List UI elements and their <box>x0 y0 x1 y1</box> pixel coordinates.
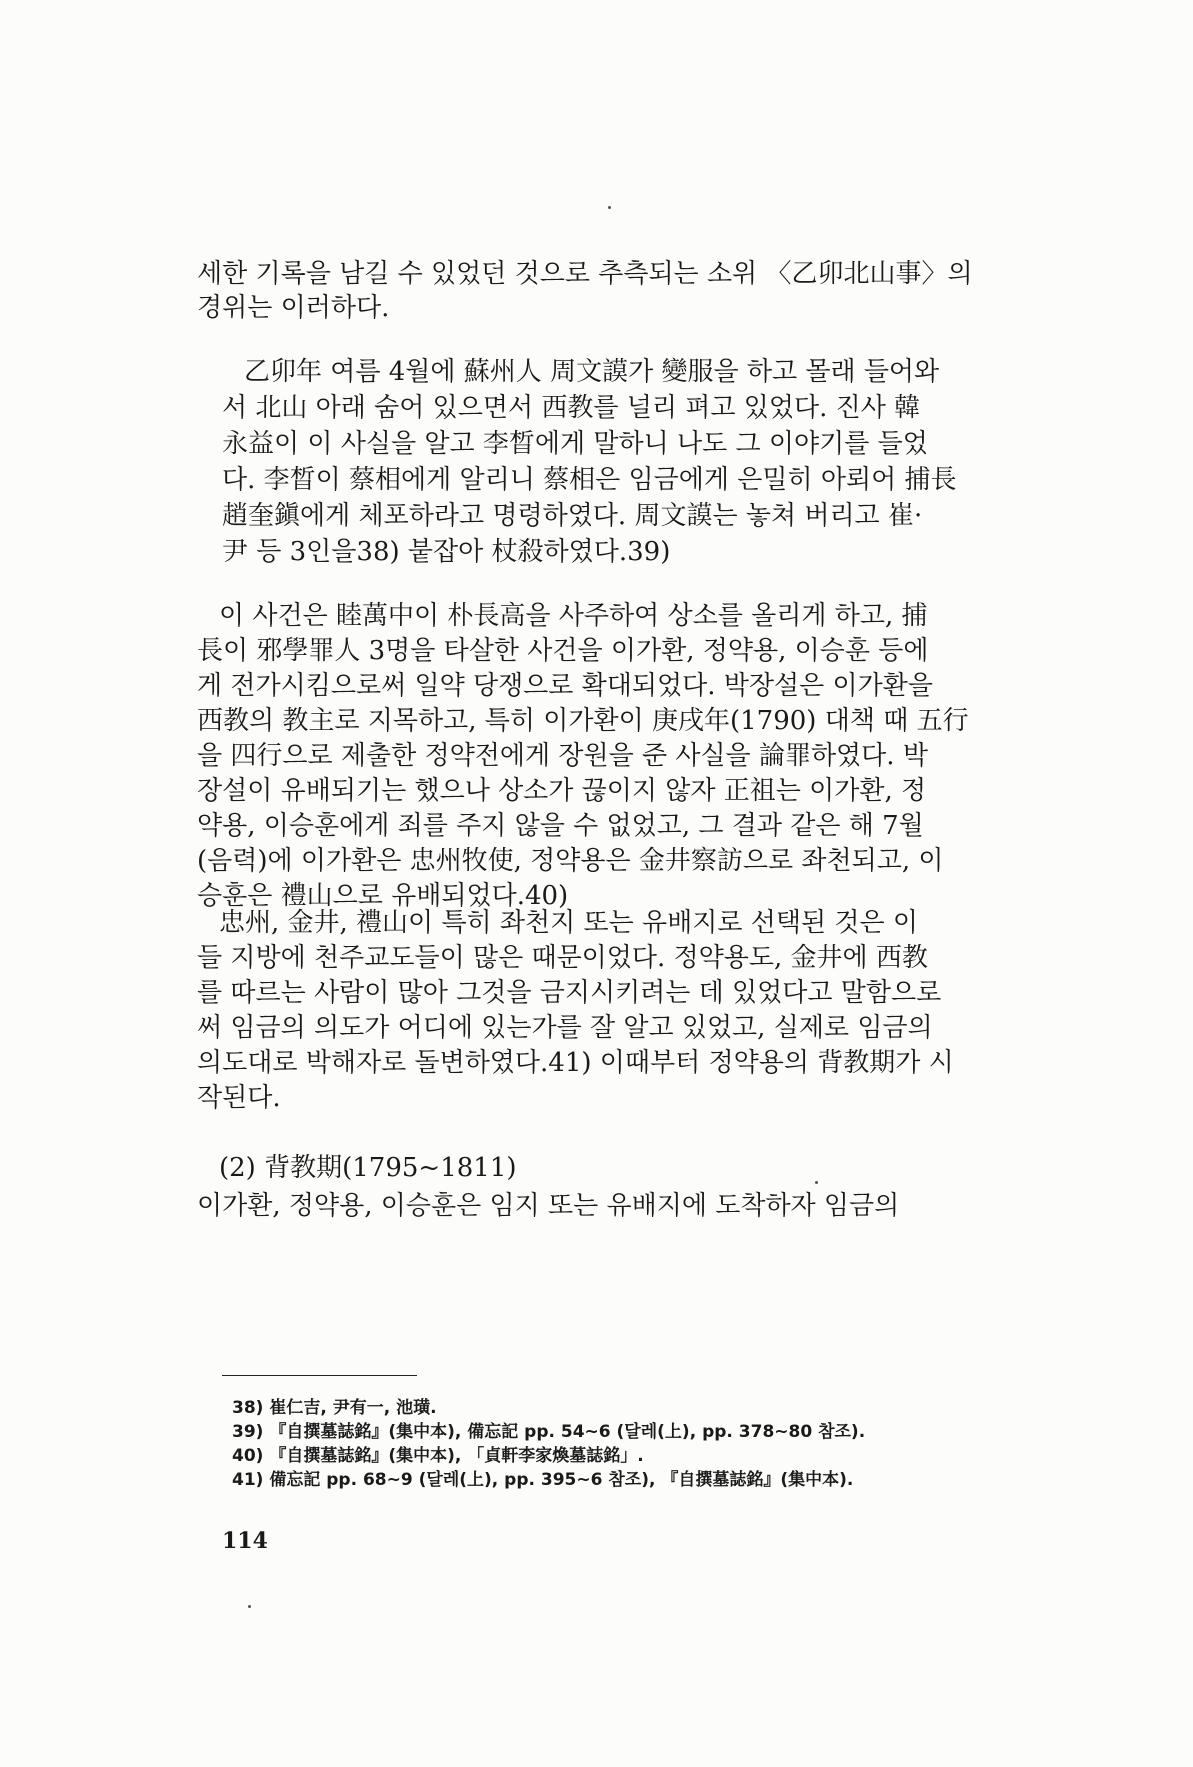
text-line: 을 四行으로 제출한 정약전에게 장원을 준 사실을 論罪하였다. 박 <box>197 741 928 771</box>
quote-block <box>222 356 1032 568</box>
text-line: 세한 기록을 남길 수 있었던 것으로 추측되는 소위 〈乙卯北山事〉의 <box>197 259 973 289</box>
text-line: 약용, 이승훈에게 죄를 주지 않을 수 없었고, 그 결과 같은 해 7월 <box>197 811 924 841</box>
text-line: 西教의 教主로 지목하고, 특히 이가환이 庚戌年(1790) 대책 때 五行 <box>197 706 969 736</box>
body-paragraph <box>197 907 1027 1114</box>
text-line: 尹 등 3인을38) 붙잡아 杖殺하였다.39) <box>222 537 671 567</box>
text-line: 趙奎鎭에게 체포하라고 명령하였다. 周文謨는 놓쳐 버리고 崔· <box>222 501 923 531</box>
text-line: 서 北山 아래 숨어 있으면서 西教를 널리 펴고 있었다. 진사 韓 <box>222 393 921 423</box>
text-line: 써 임금의 의도가 어디에 있는가를 잘 알고 있었고, 실제로 임금의 <box>197 1013 933 1043</box>
text-line: 를 따르는 사람이 많아 그것을 금지시키려는 데 있었다고 말함으로 <box>197 978 942 1008</box>
text-line: 의도대로 박해자로 돌변하였다.41) 이때부터 정약용의 背教期가 시 <box>197 1048 954 1078</box>
text-line: 작된다. <box>197 1083 281 1113</box>
speck-mark <box>248 1605 251 1608</box>
section <box>197 1152 1027 1222</box>
intro-paragraph <box>197 258 1027 324</box>
footnote: 38) 崔仁吉, 尹有一, 池璜. <box>232 1398 437 1418</box>
footnote: 40) 『自撰墓誌銘』(集中本), 「貞軒李家煥墓誌銘」. <box>232 1446 644 1466</box>
text-line: 永益이 이 사실을 알고 李晳에게 말하니 나도 그 이야기를 들었 <box>222 429 928 459</box>
text-line: 게 전가시킴으로써 일약 당쟁으로 확대되었다. 박장설은 이가환을 <box>197 671 933 701</box>
text-line: 이가환, 정약용, 이승훈은 임지 또는 유배지에 도착하자 임금의 <box>197 1191 900 1221</box>
text-line: 경위는 이러하다. <box>197 293 390 323</box>
page-number: 114 <box>222 1528 268 1554</box>
text-line: 장설이 유배되기는 했으나 상소가 끊이지 않자 正祖는 이가환, 정 <box>197 776 927 806</box>
text-line: (음력)에 이가환은 忠州牧使, 정약용은 金井察訪으로 좌천되고, 이 <box>197 846 944 876</box>
text-line: 乙卯年 여름 4월에 蘇州人 周文謨가 變服을 하고 몰래 들어와 <box>244 357 940 387</box>
text-line: 忠州, 金井, 禮山이 특히 좌천지 또는 유배지로 선택된 것은 이 <box>219 908 918 938</box>
footnote-divider <box>222 1375 417 1376</box>
speck-mark <box>608 206 611 209</box>
footnote: 41) 備忘記 pp. 68~9 (달레(上), pp. 395~6 참조), 『自撰墓誌銘』(集中本). <box>232 1470 854 1490</box>
text-line: 들 지방에 천주교도들이 많은 때문이었다. 정약용도, 金井에 西教 <box>197 943 928 973</box>
body-paragraph <box>197 600 1027 912</box>
section-heading: (2) 背教期(1795~1811) <box>219 1153 517 1183</box>
text-line: 이 사건은 睦萬中이 朴長高을 사주하여 상소를 올리게 하고, 捕 <box>219 601 928 631</box>
text-line: 승훈은 禮山으로 유배되었다.40) <box>197 881 569 911</box>
text-line: 다. 李晳이 蔡相에게 알리니 蔡相은 임금에게 은밀히 아뢰어 捕長 <box>222 465 957 495</box>
footnote: 39) 『自撰墓誌銘』(集中本), 備忘記 pp. 54~6 (달레(上), pp. 378~80 참조). <box>232 1422 866 1442</box>
text-line: 長이 邪學罪人 3명을 타살한 사건을 이가환, 정약용, 이승훈 등에 <box>197 636 929 666</box>
